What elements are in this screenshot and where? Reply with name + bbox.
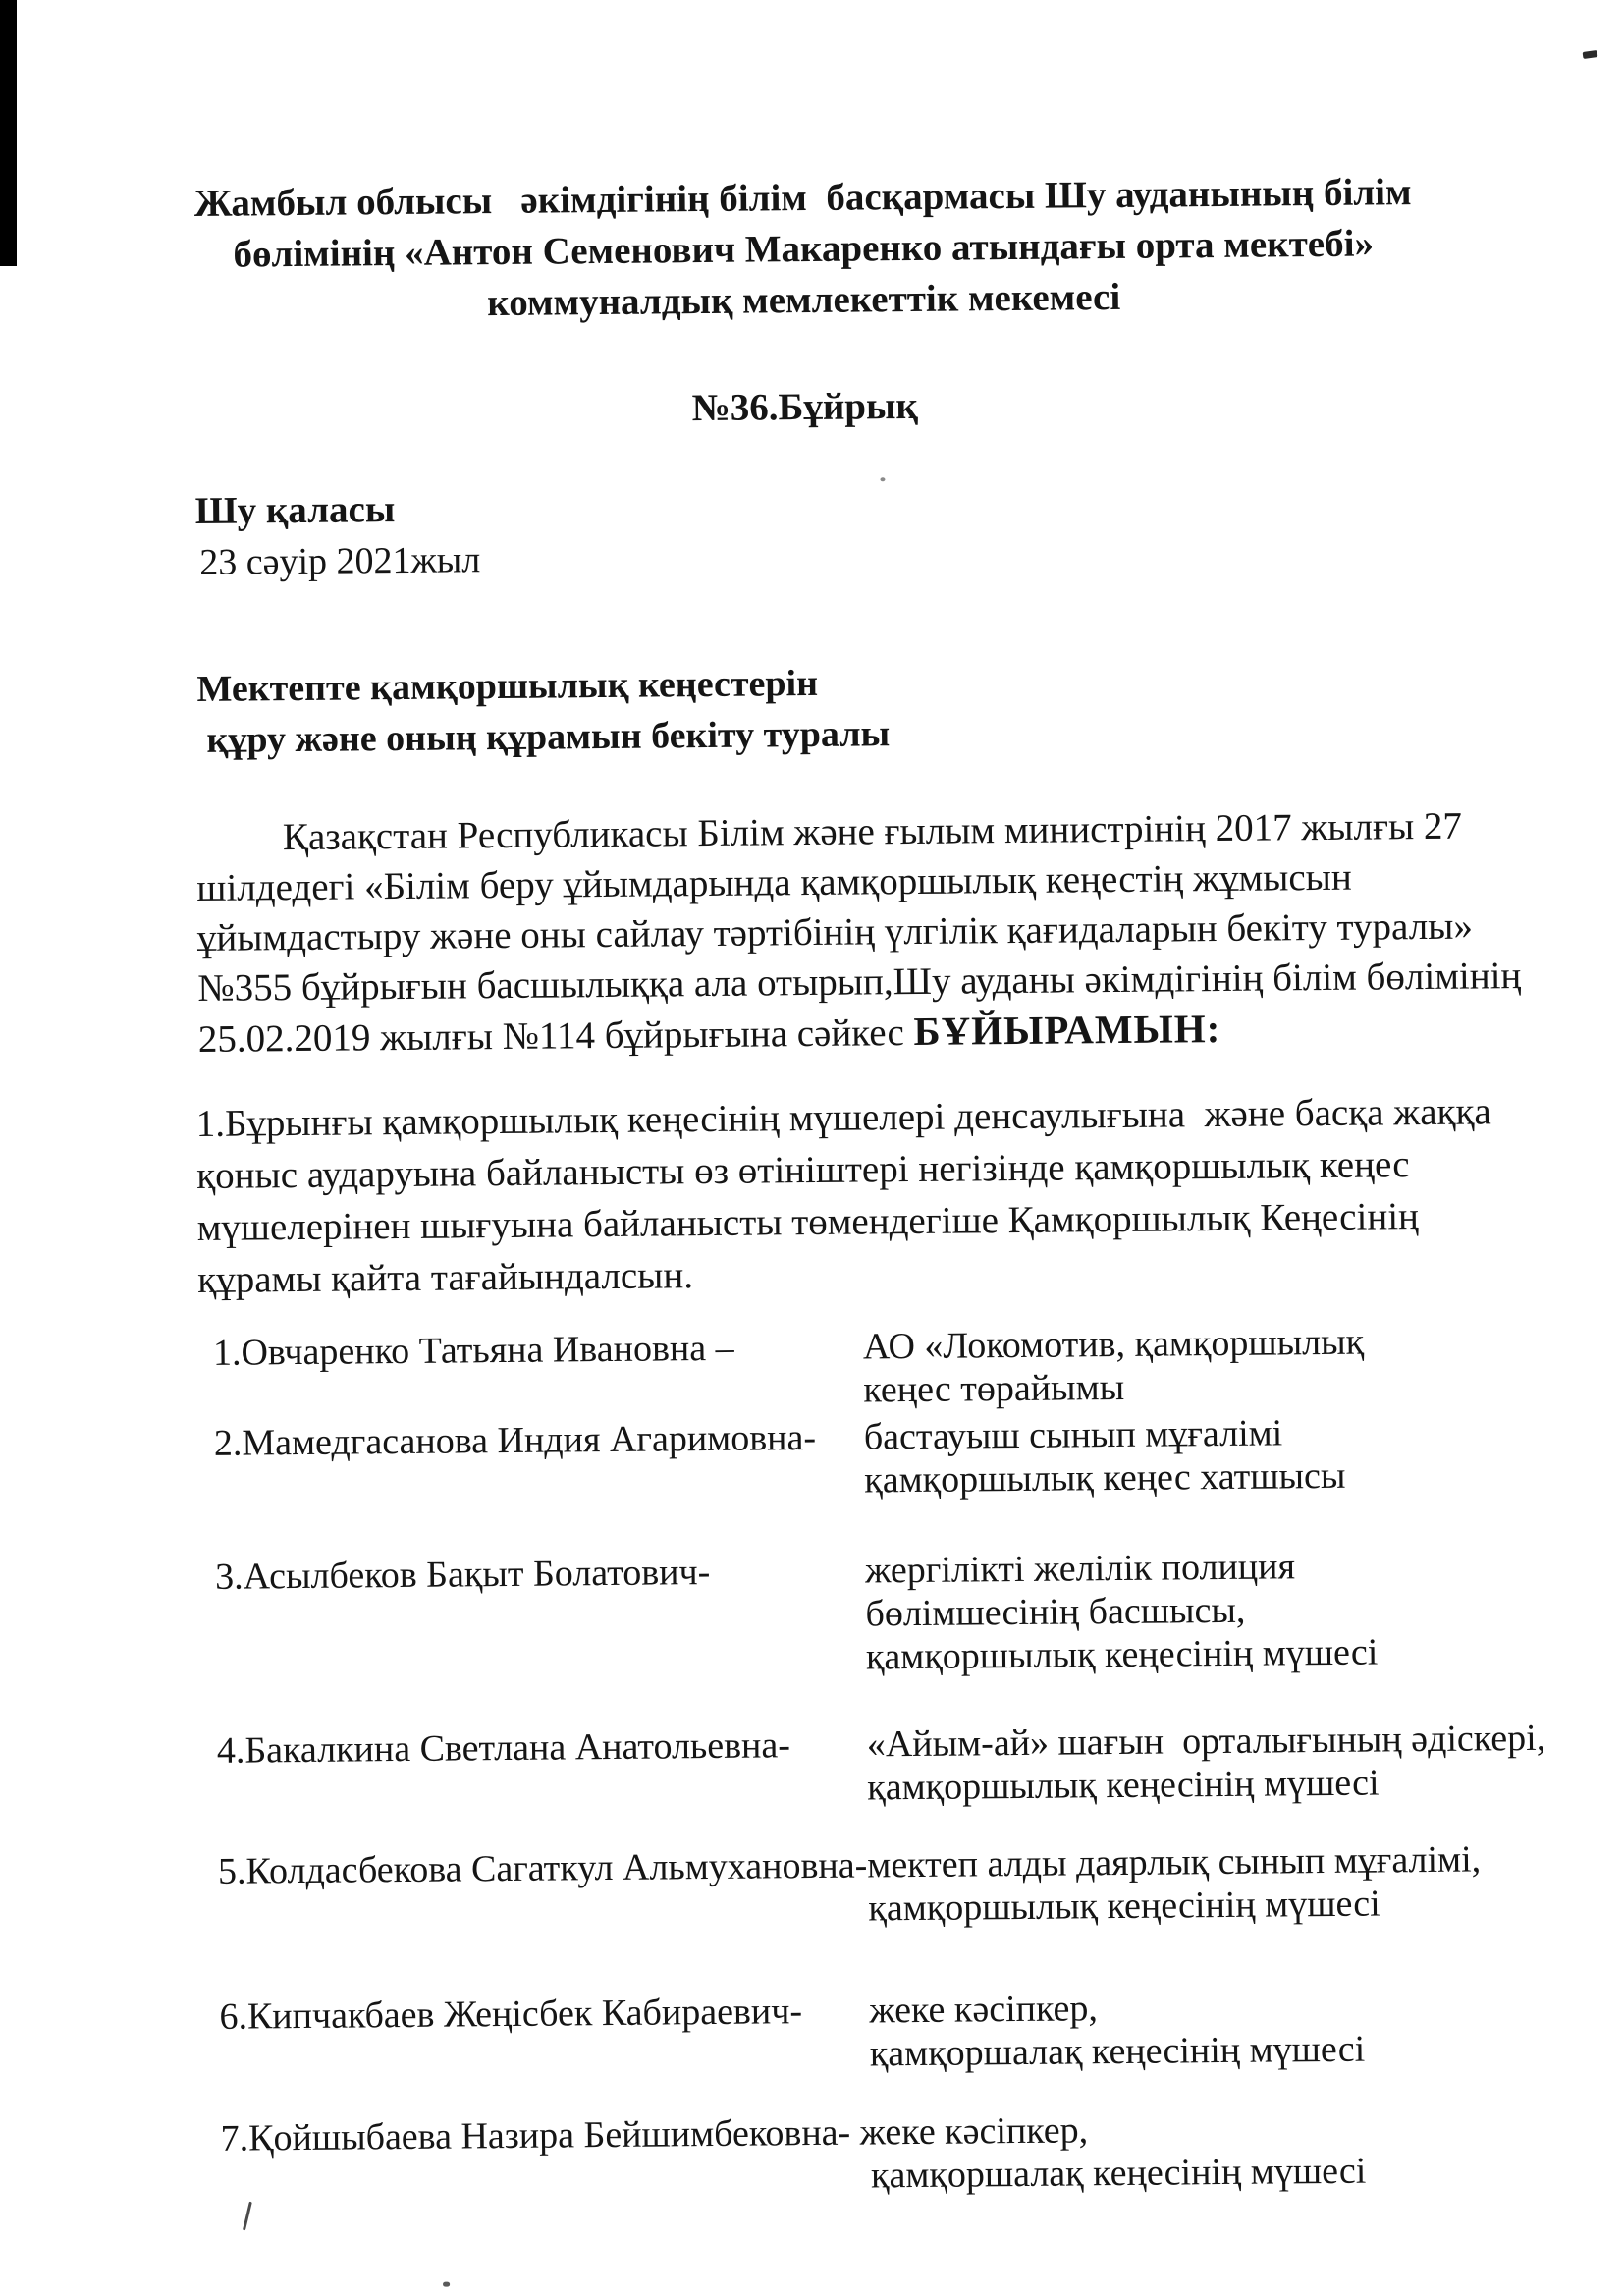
member-name: 3.Асылбеков Бақыт Болатович- — [214, 1552, 711, 1598]
clause-line: 1.Бұрынғы қамқоршылық кеңесінің мүшелері денсаулығына және басқа жаққа — [195, 1090, 1491, 1146]
member-row — [215, 1544, 1379, 1684]
clause-line: қоныс аударуына байланысты өз өтініштері негізінде қамқоршылық кеңес — [196, 1143, 1410, 1198]
member-role-line: бастауыш сынып мұғалімі — [863, 1412, 1283, 1458]
member-name: 2.Мамедгасанова Индия Агаримовна- — [213, 1416, 817, 1464]
member-role — [868, 1838, 1380, 1930]
member-row — [217, 1838, 1482, 1936]
preamble-line: шілдедегі «Білім беру ұйымдарында қамқоршылық кеңестің жұмысын — [196, 855, 1352, 910]
order-number: №36.Бұйрық — [691, 384, 919, 430]
city-name: Шу қаласы — [194, 488, 396, 532]
member-role-line: қамқоршалақ кеңесінің мүшесі — [870, 2150, 1367, 2197]
member-role — [863, 1321, 1365, 1412]
preamble-line: Қазақстан Республикасы Білім және ғылым министрінің 2017 жылғы 27 — [282, 804, 1463, 859]
org-header-line: бөлімінің «Антон Семенович Макаренко атындағы орта мектебі» — [233, 222, 1375, 276]
order-date: 23 сәуір 2021жыл — [199, 539, 481, 583]
member-role-line — [868, 1838, 1380, 1886]
member-name: 5.Колдасбекова Сагаткул Альмухановна-мектеп алды даярлық сынып мұғалімі, — [217, 1838, 1482, 1892]
preamble-line: ұйымдастыру және оны сайлау тәртібінің үлгілік қағидаларын бекіту туралы» — [196, 904, 1474, 959]
member-row — [220, 2106, 1366, 2204]
member-role — [869, 1985, 1365, 2076]
member-role-line: қамқоршылық кеңесінің мүшесі — [868, 1883, 1380, 1930]
member-role — [865, 1544, 1379, 1678]
scan-speck — [880, 477, 885, 481]
member-role-line: қамқоршылық кеңес хатшысы — [864, 1454, 1346, 1502]
member-role-line: бөлімшесінің басшысы, — [865, 1589, 1246, 1635]
member-name: 6.Кипчакбаев Жеңісбек Кабираевич- — [219, 1991, 803, 2038]
member-role — [870, 2106, 1366, 2198]
members-list — [197, 0, 1624, 2296]
member-role-line: жергілікті желілік полиция — [864, 1546, 1296, 1592]
subject-line: құру және оның құрамын бекіту туралы — [196, 713, 891, 761]
org-header-line: Жамбыл облысы әкімдігінің білім басқармасы Шу ауданының білім — [193, 171, 1412, 225]
resolve-word: БҰЙЫРАМЫН: — [913, 1005, 1221, 1054]
member-role-line: қамқоршылық кеңесінің мүшесі — [865, 1631, 1379, 1678]
member-name: 7.Қойшыбаева Назира Бейшимбековна- жеке кәсіпкер, — [220, 2109, 1089, 2159]
member-role — [864, 1411, 1346, 1503]
member-role-line: АО «Локомотив, қамқоршылық — [862, 1321, 1365, 1368]
member-row — [213, 1321, 1365, 1418]
clause-line: құрамы қайта тағайындалсын. — [197, 1254, 694, 1302]
subject-line: Мектепте қамқоршылық кеңестерін — [196, 662, 819, 710]
member-role — [867, 1717, 1546, 1810]
preamble-last-prefix: 25.02.2019 жылғы №114 бұйрығына сәйкес — [197, 1011, 914, 1061]
member-role-line: қамқоршылық кеңесінің мүшесі — [867, 1762, 1380, 1809]
member-name: 4.Бакалкина Светлана Анатольевна- — [216, 1724, 791, 1772]
member-row — [217, 1717, 1546, 1816]
member-name: 1.Овчаренко Татьяна Ивановна – — [212, 1327, 734, 1374]
member-role-line: қамқоршалақ кеңесінің мүшесі — [869, 2028, 1366, 2075]
member-role-line: жеке кәсіпкер, — [869, 1988, 1099, 2032]
member-row — [214, 1411, 1346, 1508]
member-role-line — [870, 2106, 1366, 2155]
preamble-line: №355 бұйрығын басшылыққа ала отырып,Шу ауданы әкімдігінің білім бөлімінің — [197, 955, 1522, 1010]
member-role-line: «Айым-ай» шағын орталығының әдіскері, — [866, 1717, 1546, 1766]
clause-line: мүшелерінен шығуына байланысты төмендегіше Қамқоршылық Кеңесінің — [196, 1195, 1420, 1250]
member-role-line: кеңес төрайымы — [863, 1366, 1125, 1411]
member-row — [219, 1985, 1365, 2082]
org-header-line: коммуналдық мемлекеттік мекемесі — [487, 275, 1121, 325]
scan-speck — [443, 2282, 450, 2287]
